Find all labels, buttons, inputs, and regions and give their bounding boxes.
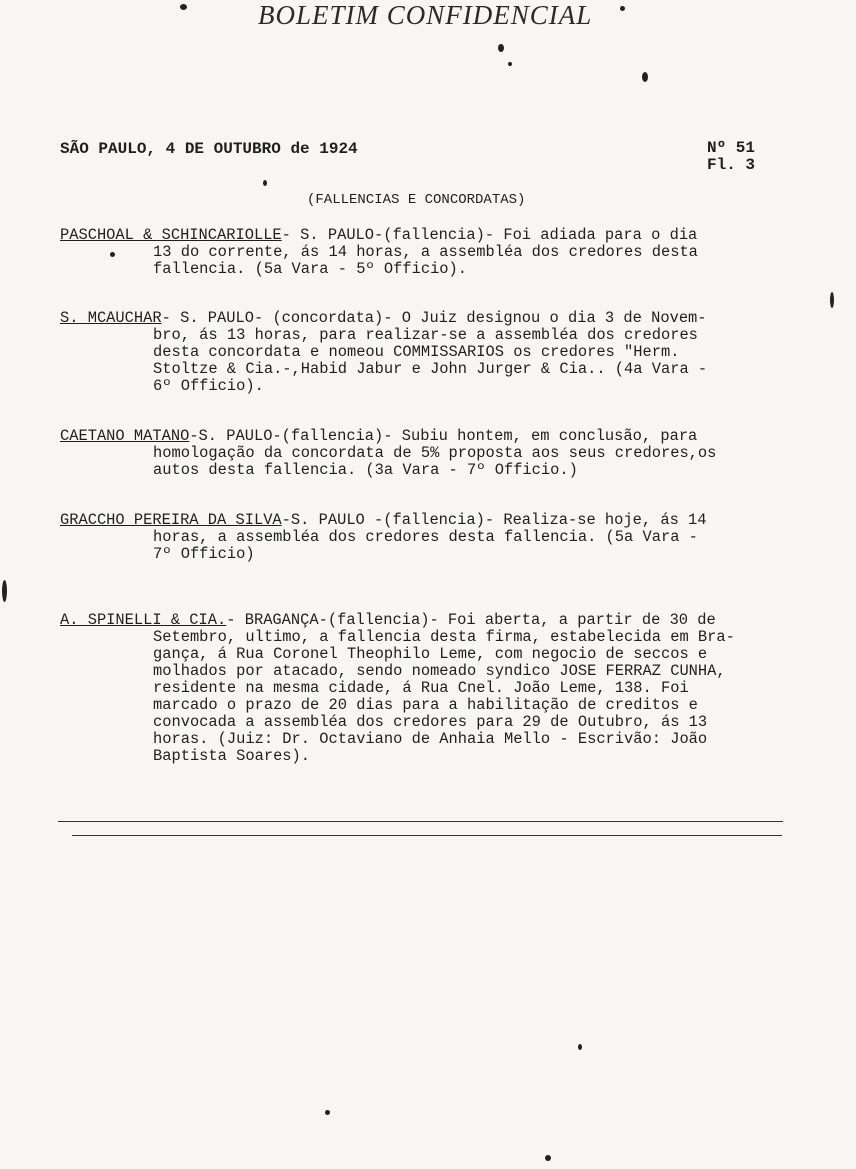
- scan-speck: [498, 44, 504, 52]
- entry-line: Baptista Soares).: [153, 747, 311, 765]
- entry-first-line: PASCHOAL & SCHINCARIOLLE- S. PAULO-(fallencia)- Foi adiada para o dia: [60, 226, 698, 244]
- entry-line: Setembro, ultimo, a fallencia desta firma, estabelecida em Bra-: [153, 628, 735, 646]
- scan-speck: [180, 4, 187, 10]
- entry-head: GRACCHO PEREIRA DA SILVA: [60, 511, 282, 529]
- entry-line: 6º Officio).: [153, 377, 264, 395]
- entry-line: residente na mesma cidade, á Rua Cnel. João Leme, 138. Foi: [153, 679, 689, 697]
- masthead-title: BOLETIM CONFIDENCIAL: [258, 0, 593, 30]
- scan-speck: [620, 6, 625, 11]
- entry-caetano-matano: [60, 428, 780, 479]
- entry-line: Stoltze & Cia.-,Habid Jabur e John Jurger & Cia.. (4a Vara -: [153, 360, 708, 378]
- sheet-number: Fl. 3: [707, 156, 756, 174]
- entry-line: bro, ás 13 horas, para realizar-se a assembléa dos credores: [153, 326, 698, 344]
- entry-first-line: CAETANO MATANO-S. PAULO-(fallencia)- Subiu hontem, em conclusão, para: [60, 427, 698, 445]
- entry-line: desta concordata e nomeou COMMISSARIOS os credores "Herm.: [153, 343, 680, 361]
- entry-paschoal: [60, 227, 780, 278]
- entry-line: marcado o prazo de 20 dias para a habilitação de creditos e: [153, 696, 698, 714]
- entry-line: 7º Officio): [153, 545, 255, 563]
- issue-number-block: [707, 140, 755, 174]
- entry-mcauchar: [60, 310, 780, 395]
- scan-speck: [325, 1110, 330, 1115]
- entry-line: autos desta fallencia. (3a Vara - 7º Officio.): [153, 461, 578, 479]
- entry-spinelli: [60, 612, 780, 765]
- scan-speck: [545, 1155, 551, 1161]
- entry-head: A. SPINELLI & CIA.: [60, 611, 227, 629]
- scan-speck: [642, 72, 648, 82]
- entry-first-line: A. SPINELLI & CIA.- BRAGANÇA-(fallencia)- Foi aberta, a partir de 30 de: [60, 611, 716, 629]
- entry-line: fallencia. (5a Vara - 5º Officio).: [153, 260, 468, 278]
- closing-rule-secondary: [72, 835, 782, 836]
- dateline: SÃO PAULO, 4 DE OUTUBRO de 1924: [60, 140, 358, 158]
- entry-line: horas, a assembléa dos credores desta fallencia. (5a Vara -: [153, 528, 698, 546]
- scan-speck: [578, 1044, 582, 1050]
- entry-line: horas. (Juiz: Dr. Octaviano de Anhaia Mello - Escrivão: João: [153, 730, 708, 748]
- entry-line: homologação da concordata de 5% proposta aos seus credores,os: [153, 444, 717, 462]
- entry-first-line: S. MCAUCHAR- S. PAULO- (concordata)- O Juiz designou o dia 3 de Novem-: [60, 309, 707, 327]
- entry-head: CAETANO MATANO: [60, 427, 190, 445]
- entry-first-line: GRACCHO PEREIRA DA SILVA-S. PAULO -(fallencia)- Realiza-se hoje, ás 14: [60, 511, 707, 529]
- scan-speck: [263, 180, 267, 186]
- scan-speck: [110, 252, 115, 257]
- entry-line: convocada a assembléa dos credores para 29 de Outubro, ás 13: [153, 713, 708, 731]
- issue-number: Nº 51: [707, 139, 756, 157]
- entry-head: S. MCAUCHAR: [60, 309, 162, 327]
- scan-speck: [2, 580, 7, 602]
- entry-graccho-pereira: [60, 512, 780, 563]
- scan-speck: [508, 62, 512, 66]
- entry-line: molhados por atacado, sendo nomeado syndico JOSE FERRAZ CUNHA,: [153, 662, 726, 680]
- section-title: (FALLENCIAS E CONCORDATAS): [307, 192, 526, 208]
- entry-line: 13 do corrente, ás 14 horas, a assembléa dos credores desta: [153, 243, 698, 261]
- entry-line: gança, á Rua Coronel Theophilo Leme, com negocio de seccos e: [153, 645, 708, 663]
- entry-head: PASCHOAL & SCHINCARIOLLE: [60, 226, 282, 244]
- closing-rule: [58, 821, 783, 822]
- scan-speck: [830, 292, 834, 308]
